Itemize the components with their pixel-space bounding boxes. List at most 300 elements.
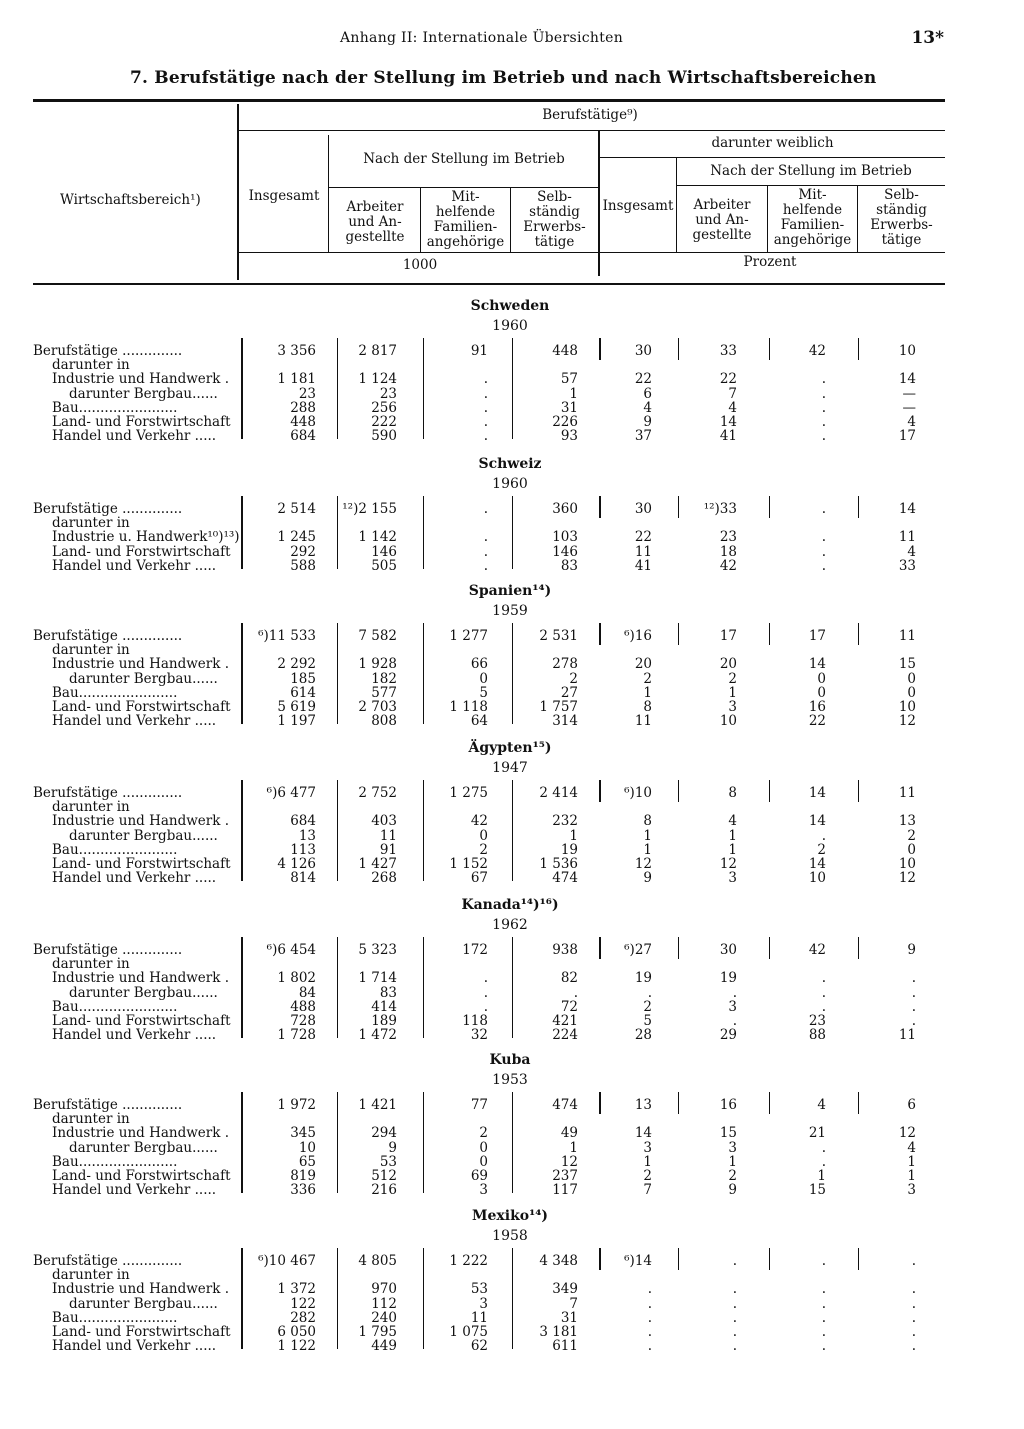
table-cell: 7 bbox=[728, 385, 737, 402]
table-cell: — bbox=[902, 399, 916, 416]
table-cell: 77 bbox=[470, 1097, 488, 1113]
table-cell: 808 bbox=[371, 713, 397, 730]
table-cell: . bbox=[732, 1309, 737, 1326]
col-selbstaendig: Selb- ständig Erwerbs- tätige bbox=[523, 189, 586, 250]
row-label: Industrie und Handwerk . bbox=[52, 813, 230, 830]
country-heading: Mexiko¹⁴) bbox=[472, 1208, 548, 1224]
table-cell: 2 bbox=[479, 1125, 488, 1142]
table-cell: 146 bbox=[552, 543, 578, 560]
table-cell: . bbox=[821, 385, 826, 402]
table-cell: . bbox=[911, 984, 916, 1001]
table-cell: 11 bbox=[634, 543, 652, 560]
row-label: Berufstätige .............. bbox=[33, 501, 183, 517]
table-cell: . bbox=[732, 984, 737, 1001]
row-label: Land- und Forstwirtschaft bbox=[52, 543, 231, 560]
table-cell: 31 bbox=[560, 1309, 578, 1326]
table-cell: 93 bbox=[560, 428, 578, 445]
table-cell: 1 714 bbox=[358, 970, 397, 987]
table-cell: 6 bbox=[643, 385, 652, 402]
table-cell: . bbox=[911, 1309, 916, 1326]
table-cell: 240 bbox=[371, 1309, 397, 1326]
table-cell: 23 bbox=[808, 1013, 826, 1029]
table-cell: 1 802 bbox=[277, 970, 316, 987]
table-cell: 13 bbox=[634, 1097, 652, 1113]
col-mithelfende-weiblich: Mit- helfende Familien- angehörige bbox=[773, 187, 852, 248]
census-year: 1962 bbox=[492, 917, 528, 933]
table-cell: 1 222 bbox=[449, 1253, 488, 1269]
table-cell: 67 bbox=[470, 870, 488, 887]
table-cell: . bbox=[483, 970, 488, 987]
table-cell: 12 bbox=[898, 713, 916, 730]
table-cell: 3 bbox=[479, 1295, 488, 1312]
table-cell: 4 bbox=[643, 399, 652, 416]
table-cell: . bbox=[911, 970, 916, 987]
table-cell: 2 bbox=[479, 841, 488, 858]
table-row bbox=[0, 502, 1024, 517]
page-number: 13* bbox=[911, 28, 944, 48]
table-cell: 14 bbox=[634, 1125, 652, 1142]
row-label: darunter Bergbau...... bbox=[69, 1295, 218, 1312]
row-label: darunter in bbox=[52, 956, 130, 973]
table-cell: 345 bbox=[290, 1125, 316, 1142]
table-cell: . bbox=[647, 1309, 652, 1326]
table-cell: 1 075 bbox=[449, 1324, 488, 1340]
table-cell: ⁶)10 467 bbox=[258, 1253, 316, 1269]
table-cell: . bbox=[821, 543, 826, 560]
table-cell: 288 bbox=[290, 399, 316, 416]
table-cell: 1 421 bbox=[358, 1097, 397, 1113]
table-cell: 256 bbox=[371, 399, 397, 416]
table-cell: 282 bbox=[290, 1309, 316, 1326]
table-cell: 474 bbox=[552, 1097, 578, 1113]
table-cell: 20 bbox=[719, 656, 737, 673]
table-cell: . bbox=[483, 543, 488, 560]
table-cell: 3 bbox=[728, 699, 737, 715]
table-cell: 1 536 bbox=[539, 856, 578, 872]
table-cell: 83 bbox=[560, 557, 578, 574]
table-row bbox=[0, 559, 1024, 574]
row-label: Handel und Verkehr ..... bbox=[52, 1027, 217, 1044]
table-cell: 91 bbox=[470, 343, 488, 359]
table-cell: 314 bbox=[552, 713, 578, 730]
table-cell: . bbox=[821, 827, 826, 844]
table-cell: 2 514 bbox=[277, 501, 316, 517]
table-cell: 17 bbox=[898, 428, 916, 445]
table-cell: . bbox=[911, 1338, 916, 1355]
table-cell: 0 bbox=[479, 1153, 488, 1170]
table-row bbox=[0, 629, 1024, 644]
census-year: 1959 bbox=[492, 603, 528, 619]
table-cell: 14 bbox=[808, 856, 826, 872]
table-cell: 11 bbox=[470, 1309, 488, 1326]
table-cell: 4 bbox=[907, 414, 916, 430]
table-cell: 64 bbox=[470, 713, 488, 730]
table-cell: 10 bbox=[719, 713, 737, 730]
table-cell: 819 bbox=[290, 1168, 316, 1184]
table-cell: 1 bbox=[569, 1139, 578, 1156]
nach-stellung-right: Nach der Stellung im Betrieb bbox=[710, 163, 912, 179]
row-label: Land- und Forstwirtschaft bbox=[52, 1013, 231, 1029]
table-cell: . bbox=[483, 414, 488, 430]
table-cell: 1 181 bbox=[277, 371, 316, 388]
table-cell: ⁶)27 bbox=[624, 942, 652, 958]
row-label: Bau....................... bbox=[52, 998, 178, 1015]
row-header-label: Wirtschaftsbereich¹) bbox=[60, 192, 201, 208]
table-cell: 3 bbox=[479, 1182, 488, 1199]
table-cell: 14 bbox=[898, 501, 916, 517]
table-cell: 22 bbox=[719, 371, 737, 388]
table-cell: 3 bbox=[643, 1139, 652, 1156]
table-cell: 14 bbox=[719, 414, 737, 430]
col-insgesamt: Insgesamt bbox=[248, 188, 320, 204]
table-cell: 1 197 bbox=[277, 713, 316, 730]
table-cell: 237 bbox=[552, 1168, 578, 1184]
table-cell: 336 bbox=[290, 1182, 316, 1199]
table-cell: 1 757 bbox=[539, 699, 578, 715]
table-cell: 11 bbox=[379, 827, 397, 844]
table-cell: . bbox=[821, 501, 826, 517]
table-cell: 1 bbox=[643, 684, 652, 701]
table-cell: 23 bbox=[719, 529, 737, 546]
table-cell: 1 142 bbox=[358, 529, 397, 546]
table-row bbox=[0, 1028, 1024, 1043]
row-label: Industrie und Handwerk . bbox=[52, 656, 230, 673]
table-cell: 66 bbox=[470, 656, 488, 673]
table-cell: 14 bbox=[808, 656, 826, 673]
table-cell: . bbox=[821, 1281, 826, 1298]
table-cell: 7 582 bbox=[358, 628, 397, 644]
table-cell: 8 bbox=[643, 813, 652, 830]
table-cell: 6 bbox=[907, 1097, 916, 1113]
row-label: Handel und Verkehr ..... bbox=[52, 1338, 217, 1355]
table-cell: 30 bbox=[634, 343, 652, 359]
table-cell: 1 bbox=[643, 841, 652, 858]
table-cell: 19 bbox=[560, 841, 578, 858]
table-cell: . bbox=[483, 557, 488, 574]
table-cell: . bbox=[647, 1338, 652, 1355]
table-cell: 23 bbox=[298, 385, 316, 402]
table-cell: 4 126 bbox=[277, 856, 316, 872]
table-cell: 2 bbox=[643, 670, 652, 687]
table-cell: 31 bbox=[560, 399, 578, 416]
row-label: darunter in bbox=[52, 1111, 130, 1128]
header-rule-stellung-right bbox=[677, 185, 945, 186]
table-cell: 10 bbox=[298, 1139, 316, 1156]
table-cell: . bbox=[821, 428, 826, 445]
table-cell: 53 bbox=[379, 1153, 397, 1170]
table-cell: 505 bbox=[371, 557, 397, 574]
row-label: Berufstätige .............. bbox=[33, 942, 183, 958]
table-cell: . bbox=[821, 984, 826, 1001]
table-cell: 1 728 bbox=[277, 1027, 316, 1044]
table-cell: 113 bbox=[290, 841, 316, 858]
row-label: darunter Bergbau...... bbox=[69, 670, 218, 687]
table-cell: 12 bbox=[898, 870, 916, 887]
table-cell: . bbox=[732, 1253, 737, 1269]
table-cell: 33 bbox=[719, 343, 737, 359]
row-label: Land- und Forstwirtschaft bbox=[52, 856, 231, 872]
table-cell: 216 bbox=[371, 1182, 397, 1199]
row-label: Land- und Forstwirtschaft bbox=[52, 1324, 231, 1340]
table-cell: 1 bbox=[643, 1153, 652, 1170]
row-label: Industrie und Handwerk . bbox=[52, 371, 230, 388]
table-cell: 1 bbox=[907, 1153, 916, 1170]
row-label: Handel und Verkehr ..... bbox=[52, 870, 217, 887]
table-cell: 12 bbox=[634, 856, 652, 872]
row-label: Land- und Forstwirtschaft bbox=[52, 414, 231, 430]
table-row bbox=[0, 714, 1024, 729]
table-cell: 122 bbox=[290, 1295, 316, 1312]
table-cell: 2 531 bbox=[539, 628, 578, 644]
unit-prozent: Prozent bbox=[743, 254, 797, 270]
table-cell: 1 bbox=[569, 385, 578, 402]
table-cell: 1 795 bbox=[358, 1324, 397, 1340]
col-mithelfende: Mit- helfende Familien- angehörige bbox=[426, 189, 505, 250]
table-cell: ⁶)16 bbox=[624, 628, 652, 644]
table-cell: 9 bbox=[728, 1182, 737, 1199]
table-cell: 614 bbox=[290, 684, 316, 701]
table-cell: 403 bbox=[371, 813, 397, 830]
table-cell: 185 bbox=[290, 670, 316, 687]
table-cell: 62 bbox=[470, 1338, 488, 1355]
table-cell: . bbox=[821, 1295, 826, 1312]
census-year: 1958 bbox=[492, 1228, 528, 1244]
table-cell: 15 bbox=[898, 656, 916, 673]
row-label: darunter in bbox=[52, 799, 130, 816]
table-row bbox=[0, 943, 1024, 958]
table-cell: 2 bbox=[728, 1168, 737, 1184]
table-cell: . bbox=[821, 1309, 826, 1326]
group-berufstaetige: Berufstätige⁹) bbox=[542, 107, 638, 123]
country-heading: Ägypten¹⁵) bbox=[468, 740, 552, 756]
table-cell: 10 bbox=[898, 699, 916, 715]
table-cell: 1 972 bbox=[277, 1097, 316, 1113]
country-heading: Schweiz bbox=[478, 456, 542, 472]
table-cell: 938 bbox=[552, 942, 578, 958]
table-cell: 32 bbox=[470, 1027, 488, 1044]
table-cell: 1 372 bbox=[277, 1281, 316, 1298]
table-cell: 448 bbox=[290, 414, 316, 430]
table-cell: 6 050 bbox=[277, 1324, 316, 1340]
table-cell: 17 bbox=[808, 628, 826, 644]
table-cell: 8 bbox=[643, 699, 652, 715]
header-rule-units bbox=[239, 252, 945, 253]
table-cell: 414 bbox=[371, 998, 397, 1015]
row-label: Handel und Verkehr ..... bbox=[52, 1182, 217, 1199]
table-cell: 12 bbox=[560, 1153, 578, 1170]
table-cell: 1 118 bbox=[449, 699, 488, 715]
table-cell: 4 bbox=[817, 1097, 826, 1113]
table-cell: . bbox=[732, 1281, 737, 1298]
table-cell: ⁶)10 bbox=[624, 785, 652, 801]
table-cell: 611 bbox=[552, 1338, 578, 1355]
table-cell: 182 bbox=[371, 670, 397, 687]
table-cell: 3 bbox=[728, 1139, 737, 1156]
table-cell: 814 bbox=[290, 870, 316, 887]
table-cell: 65 bbox=[298, 1153, 316, 1170]
table-cell: 9 bbox=[643, 414, 652, 430]
col-arbeiter-weiblich: Arbeiter und An- gestellte bbox=[692, 197, 752, 243]
table-cell: 360 bbox=[552, 501, 578, 517]
row-label: Land- und Forstwirtschaft bbox=[52, 699, 231, 715]
table-cell: 11 bbox=[898, 1027, 916, 1044]
header-top-rule bbox=[33, 99, 945, 102]
table-cell: 684 bbox=[290, 428, 316, 445]
table-cell: 4 805 bbox=[358, 1253, 397, 1269]
table-cell: 294 bbox=[371, 1125, 397, 1142]
table-row bbox=[0, 1183, 1024, 1198]
table-cell: 3 356 bbox=[277, 343, 316, 359]
row-label: Bau....................... bbox=[52, 1309, 178, 1326]
row-label: darunter Bergbau...... bbox=[69, 827, 218, 844]
census-year: 1953 bbox=[492, 1072, 528, 1088]
table-cell: 33 bbox=[898, 557, 916, 574]
table-cell: 14 bbox=[808, 813, 826, 830]
table-cell: 37 bbox=[634, 428, 652, 445]
table-cell: 1 122 bbox=[277, 1338, 316, 1355]
row-label: darunter in bbox=[52, 515, 130, 532]
table-cell: 292 bbox=[290, 543, 316, 560]
table-cell: ¹²)2 155 bbox=[342, 501, 397, 517]
table-cell: 512 bbox=[371, 1168, 397, 1184]
row-label: darunter Bergbau...... bbox=[69, 385, 218, 402]
table-cell: 29 bbox=[719, 1027, 737, 1044]
table-cell: 2 bbox=[643, 1168, 652, 1184]
table-cell: 1 152 bbox=[449, 856, 488, 872]
table-cell: 10 bbox=[808, 870, 826, 887]
table-cell: 1 928 bbox=[358, 656, 397, 673]
table-cell: 0 bbox=[479, 670, 488, 687]
table-cell: 19 bbox=[634, 970, 652, 987]
table-cell: . bbox=[821, 1253, 826, 1269]
country-heading: Kanada¹⁴)¹⁶) bbox=[461, 897, 559, 913]
table-cell: 17 bbox=[719, 628, 737, 644]
table-cell: . bbox=[821, 1153, 826, 1170]
census-year: 1960 bbox=[492, 476, 528, 492]
table-cell: 30 bbox=[634, 501, 652, 517]
table-cell: 224 bbox=[552, 1027, 578, 1044]
table-cell: 13 bbox=[298, 827, 316, 844]
row-label: Bau....................... bbox=[52, 841, 178, 858]
table-cell: 1 bbox=[569, 827, 578, 844]
table-cell: 18 bbox=[719, 543, 737, 560]
table-cell: 728 bbox=[290, 1013, 316, 1029]
table-cell: 2 414 bbox=[539, 785, 578, 801]
table-cell: 10 bbox=[898, 856, 916, 872]
table-cell: . bbox=[732, 1295, 737, 1312]
table-cell: 1 bbox=[643, 827, 652, 844]
table-cell: 0 bbox=[907, 684, 916, 701]
table-row bbox=[0, 871, 1024, 886]
table-cell: 57 bbox=[560, 371, 578, 388]
table-cell: 28 bbox=[634, 1027, 652, 1044]
table-cell: 1 bbox=[728, 684, 737, 701]
row-label: Handel und Verkehr ..... bbox=[52, 428, 217, 445]
table-cell: . bbox=[483, 385, 488, 402]
table-cell: . bbox=[732, 1013, 737, 1029]
table-cell: 12 bbox=[898, 1125, 916, 1142]
table-cell: . bbox=[911, 1324, 916, 1340]
table-cell: 42 bbox=[808, 343, 826, 359]
table-cell: 0 bbox=[817, 684, 826, 701]
table-cell: 72 bbox=[560, 998, 578, 1015]
table-cell: 2 703 bbox=[358, 699, 397, 715]
table-cell: . bbox=[821, 1139, 826, 1156]
row-label: Industrie und Handwerk . bbox=[52, 1281, 230, 1298]
row-label: Berufstätige .............. bbox=[33, 343, 183, 359]
table-cell: 82 bbox=[560, 970, 578, 987]
table-cell: 9 bbox=[388, 1139, 397, 1156]
row-label: Industrie u. Handwerk¹⁰)¹³) bbox=[52, 529, 240, 546]
table-cell: 15 bbox=[808, 1182, 826, 1199]
table-cell: 1 bbox=[728, 841, 737, 858]
table-cell: 21 bbox=[808, 1125, 826, 1142]
table-cell: 49 bbox=[560, 1125, 578, 1142]
table-cell: 14 bbox=[808, 785, 826, 801]
row-label: Bau....................... bbox=[52, 1153, 178, 1170]
header-rule-stellung-left bbox=[329, 187, 598, 188]
table-cell: 2 bbox=[728, 670, 737, 687]
row-label: Berufstätige .............. bbox=[33, 628, 183, 644]
table-cell: 22 bbox=[634, 371, 652, 388]
table-cell: . bbox=[821, 1324, 826, 1340]
table-cell: 16 bbox=[719, 1097, 737, 1113]
darunter-weiblich: darunter weiblich bbox=[711, 135, 834, 151]
col-selbstaendig-weiblich: Selb- ständig Erwerbs- tätige bbox=[870, 187, 933, 248]
table-cell: 12 bbox=[719, 856, 737, 872]
table-cell: — bbox=[902, 385, 916, 402]
census-year: 1947 bbox=[492, 760, 528, 776]
table-cell: . bbox=[483, 399, 488, 416]
row-label: Land- und Forstwirtschaft bbox=[52, 1168, 231, 1184]
table-cell: 4 bbox=[728, 813, 737, 830]
table-cell: 2 752 bbox=[358, 785, 397, 801]
table-cell: ⁶)14 bbox=[624, 1253, 652, 1269]
country-heading: Spanien¹⁴) bbox=[468, 583, 552, 599]
row-label: Bau....................... bbox=[52, 684, 178, 701]
table-cell: 0 bbox=[907, 841, 916, 858]
table-cell: 588 bbox=[290, 557, 316, 574]
table-cell: 1 bbox=[817, 1168, 826, 1184]
table-cell: 0 bbox=[907, 670, 916, 687]
col-insgesamt-weiblich: Insgesamt bbox=[602, 198, 674, 214]
table-cell: 684 bbox=[290, 813, 316, 830]
table-cell: 41 bbox=[719, 428, 737, 445]
table-cell: 448 bbox=[552, 343, 578, 359]
table-cell: 278 bbox=[552, 656, 578, 673]
running-header bbox=[0, 30, 1024, 50]
row-label: darunter Bergbau...... bbox=[69, 1139, 218, 1156]
table-cell: 112 bbox=[371, 1295, 397, 1312]
table-cell: 488 bbox=[290, 998, 316, 1015]
table-cell: 1 bbox=[728, 827, 737, 844]
table-cell: 19 bbox=[719, 970, 737, 987]
table-cell: 2 bbox=[643, 998, 652, 1015]
table-cell: 91 bbox=[379, 841, 397, 858]
table-cell: 1 275 bbox=[449, 785, 488, 801]
table-title: 7. Berufstätige nach der Stellung im Betrieb und nach Wirtschaftsbereichen bbox=[130, 68, 877, 88]
table-cell: . bbox=[821, 557, 826, 574]
table-cell: . bbox=[732, 1338, 737, 1355]
table-cell: . bbox=[573, 984, 578, 1001]
table-cell: 0 bbox=[817, 670, 826, 687]
table-row bbox=[0, 1339, 1024, 1354]
header-bottom-rule bbox=[33, 283, 945, 285]
row-label: darunter in bbox=[52, 1267, 130, 1284]
row-label: Industrie und Handwerk . bbox=[52, 970, 230, 987]
table-cell: 8 bbox=[728, 785, 737, 801]
table-cell: 9 bbox=[643, 870, 652, 887]
